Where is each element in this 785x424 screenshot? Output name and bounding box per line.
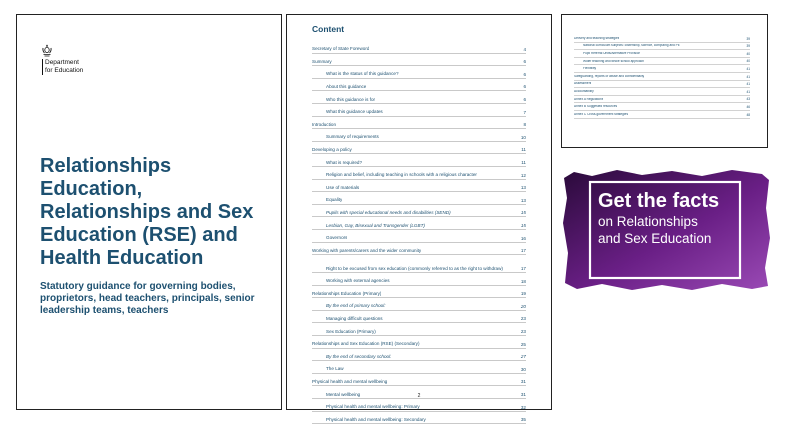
page-number: 2 [417,393,421,399]
table-of-contents [312,41,526,424]
toc-entry-page: 6 [523,84,526,90]
toc-entry-page: 41 [746,66,750,71]
toc-entry[interactable] [312,41,526,54]
toc-entry-page: 23 [520,316,526,322]
toc-entry[interactable] [312,217,526,230]
toc-entry-label: Summary [312,58,332,64]
toc-entry-page: 32 [520,404,526,410]
toc-entry-page: 41 [746,89,750,94]
toc-entry-label: Managing difficult questions [326,316,383,322]
toc-entry-page: 4 [523,46,526,52]
toc-entry-page: 30 [520,366,526,372]
toc-entry-page: 39 [746,44,750,49]
toc-entry-label: What is the status of this guidance? [326,71,399,77]
toc-entry[interactable] [312,336,526,349]
toc-entry[interactable] [312,180,526,193]
banner-line-2: and Sex Education [598,231,712,246]
toc-entry[interactable] [574,65,750,73]
toc-entry-page: 11 [521,159,526,165]
toc-entry-label: Developing a policy [312,146,352,152]
toc-entry-page: 13 [520,185,526,191]
toc-entry-page: 25 [520,341,526,347]
toc-entry-page: 43 [746,97,750,102]
toc-entry[interactable] [312,129,526,142]
toc-entry-label: Pupil Referral Units/Alternative Provision [583,51,641,55]
contents-heading: Content [312,24,345,34]
toc-entry[interactable] [312,412,526,424]
toc-entry[interactable] [312,298,526,311]
toc-entry[interactable] [312,230,526,243]
banner-line-1: on Relationships [598,214,698,229]
toc-entry-page: 35 [520,417,526,423]
toc-entry-page: 46 [746,104,750,109]
toc-entry-label: Secretary of State Foreword [312,46,370,52]
toc-entry-label: Working with parents/carers and the wider community [312,247,422,253]
toc-entry-label: Pupils with special educational needs and disabilities (SEND) [326,209,451,215]
toc-entry[interactable] [574,58,750,66]
toc-entry[interactable] [312,311,526,324]
toc-entry-page: 12 [520,172,526,178]
toc-entry[interactable] [312,104,526,117]
toc-entry-label: Safeguarding, reports of abuse and confidentiality [574,74,645,78]
document-cover-page [16,14,282,410]
toc-entry-page: 18 [520,278,526,284]
toc-entry-page: 13 [520,197,526,203]
toc-entry-label: Lesbian, Gay, Bisexual and Transgender (LGBT) [326,222,425,228]
toc-entry-label: Physical health and mental wellbeing [312,379,388,385]
toc-entry[interactable] [312,323,526,336]
toc-entry[interactable] [312,255,526,273]
toc-entry[interactable] [574,103,750,111]
toc-entry-label: What is required? [326,159,363,165]
toc-entry-page: 40 [746,51,750,56]
toc-entry-label: Right to be excused from sex education (commonly referred to as the right to withdraw) [326,265,503,271]
toc-entry-page: 17 [520,266,526,272]
toc-entry-page: 41 [746,74,750,79]
toc-entry-page: 17 [520,248,526,254]
toc-entry[interactable] [312,374,526,387]
department-logo-text: Department for Education [42,59,83,75]
toc-entry[interactable] [312,361,526,374]
toc-entry-label: Relationships Education (Primary) [312,290,382,296]
toc-entry[interactable] [574,96,750,104]
toc-entry-page: 19 [520,291,526,297]
toc-entry-label: What this guidance updates [326,109,383,115]
toc-entry-label: Sex Education (Primary) [326,328,376,334]
royal-coat-of-arms-icon [42,44,52,57]
toc-entry-label: Religion and belief, including teaching in schools with a religious character [326,172,477,178]
toc-entry-label: By the end of primary school: [326,303,386,309]
toc-entry[interactable] [312,154,526,167]
document-title: Relationships Education, Relationships and Sex Education (RSE) and Health Education [40,155,254,269]
toc-entry-label: Accountability [574,89,594,93]
toc-entry[interactable] [574,43,750,51]
toc-entry-page: 15 [520,222,526,228]
toc-entry-label: Introduction [312,121,337,127]
toc-entry[interactable] [312,349,526,362]
toc-entry-label: Summary of requirements [326,134,379,140]
banner-headline: Get the facts [598,190,720,212]
toc-entry[interactable] [574,50,750,58]
toc-entry-label: Flexibility [583,67,597,71]
banner-text [598,190,768,247]
toc-entry-page: 31 [520,392,526,398]
toc-entry-page: 40 [746,59,750,64]
toc-entry-label: Governors [326,235,348,241]
toc-entry-page: 39 [746,36,750,41]
toc-entry[interactable] [312,205,526,218]
toc-entry-label: Physical health and mental wellbeing: Primary [326,404,420,410]
toc-entry-page: 10 [520,134,526,140]
toc-entry-page: 11 [521,147,526,153]
toc-entry[interactable] [574,73,750,81]
toc-entry-page: 6 [523,96,526,102]
toc-entry-label: Relationships and Sex Education (RSE) (Secondary) [312,341,420,347]
toc-entry-page: 48 [746,112,750,117]
toc-entry-label: Use of materials [326,184,360,190]
toc-entry[interactable] [574,111,750,119]
toc-entry-label: Who this guidance is for [326,96,376,102]
toc-entry-label: National curriculum subjects: citizenship, science, computing and PE [583,44,680,48]
toc-entry-page: 8 [523,122,526,128]
toc-entry[interactable] [312,117,526,130]
toc-entry[interactable] [312,66,526,79]
toc-entry-label: Delivery and teaching strategies [574,36,620,40]
toc-entry-label: Assessment [574,82,592,86]
toc-entry-label: Mental wellbeing [326,391,361,397]
table-of-contents-continued [574,35,750,119]
contents-continued-page [561,14,768,148]
toc-entry[interactable] [312,79,526,92]
toc-entry[interactable] [312,286,526,299]
toc-entry[interactable] [574,81,750,89]
toc-entry[interactable] [312,91,526,104]
toc-entry-label: Working with external agencies [326,278,390,284]
contents-page [286,14,552,423]
toc-entry[interactable] [312,192,526,205]
toc-entry-page: 41 [746,82,750,87]
toc-entry-label: Physical health and mental wellbeing: Secondary [326,416,426,422]
toc-entry-page: 23 [520,329,526,335]
toc-entry-label: Annex A Regulations [574,97,604,101]
toc-entry-label: Wider teaching and whole school approach [583,59,644,63]
toc-entry-page: 16 [520,235,526,241]
toc-entry-label: About this guidance [326,83,367,89]
toc-entry-label: Annex C Cross-government strategies [574,112,629,116]
toc-entry-page: 20 [520,303,526,309]
toc-entry-page: 15 [520,210,526,216]
toc-entry-page: 7 [523,109,526,115]
toc-entry[interactable] [312,54,526,67]
toc-entry-page: 31 [520,379,526,385]
toc-entry[interactable] [312,142,526,155]
toc-entry-label: By the end of secondary school: [326,353,392,359]
toc-entry-page: 6 [523,59,526,65]
toc-entry[interactable] [312,399,526,412]
toc-entry[interactable] [312,243,526,256]
toc-entry-label: Equality [326,197,343,203]
toc-entry[interactable] [574,35,750,43]
toc-entry-label: Annex B Suggested resources [574,105,618,109]
toc-entry-page: 6 [523,71,526,77]
toc-entry[interactable] [312,273,526,286]
document-subtitle: Statutory guidance for governing bodies, proprietors, head teachers, principals, senior leadership teams, teachers [40,281,255,316]
get-the-facts-banner[interactable] [562,168,772,292]
toc-entry-page: 27 [520,354,526,360]
toc-entry-label: The Law [326,366,344,372]
toc-entry[interactable] [312,167,526,180]
toc-entry[interactable] [574,88,750,96]
